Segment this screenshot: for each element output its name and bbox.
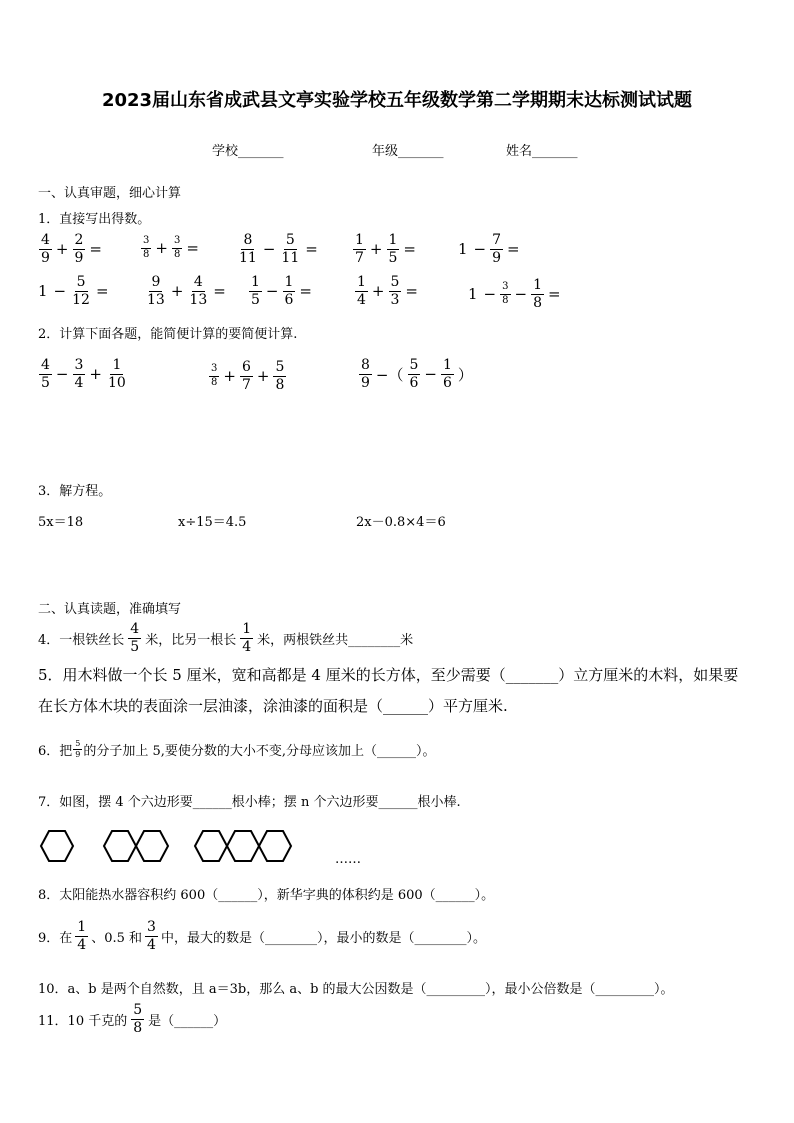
- q8: 8．太阳能热水器容积约 600（______），新华字典的体积约是 600（______）。: [38, 888, 495, 903]
- q1-item-5: 1 − $\frac{7}{9}$ =: [458, 232, 520, 266]
- fraction: $\frac{1}{6}$: [443, 357, 452, 391]
- section2-title: 二、认真读题，准确填写: [38, 602, 182, 617]
- q11: 11．10 千克的 $\frac{5}{8}$ 是（______）: [38, 1002, 227, 1036]
- fraction: $\frac{3}{8}$: [173, 235, 181, 260]
- fraction: $\frac{3}{8}$: [211, 363, 218, 388]
- hexagon-2b: [136, 831, 168, 861]
- section1-title: 一、认真审题，细心计算: [38, 186, 182, 201]
- fraction: $\frac{1}{7}$: [355, 232, 364, 266]
- q1-item-3: $\frac{8}{11}$ − $\frac{5}{11}$ =: [239, 232, 318, 266]
- q3-equation-3: 2x－0.8×4＝6: [356, 515, 446, 530]
- fraction: $\frac{5}{8}$: [275, 359, 285, 393]
- q3-equation-2: x÷15＝4.5: [178, 515, 247, 530]
- q1-item-1: $\frac{4}{9}$ + $\frac{2}{9}$ =: [41, 232, 102, 266]
- fraction: $\frac{6}{7}$: [241, 359, 251, 393]
- q6: 6．把 $\frac{5}{9}$ 的分子加上 5,要使分数的大小不变,分母应该加上（______）。: [38, 739, 436, 760]
- fraction: $\frac{4}{13}$: [189, 274, 208, 308]
- q3-label: 3．解方程。: [38, 484, 112, 499]
- q7-dots: ……: [335, 852, 361, 867]
- fraction: $\frac{5}{12}$: [72, 274, 90, 308]
- q5-line-1: 5．用木料做一个长 5 厘米，宽和高都是 4 厘米的长方体，至少需要（_______）立方厘米的木料，如果要: [38, 666, 739, 684]
- q2-expr-3: $\frac{8}{9}$ −（ $\frac{5}{6}$ − $\frac{1}{6}$ ）: [361, 357, 473, 391]
- fraction: $\frac{4}{5}$: [41, 357, 50, 391]
- fraction: $\frac{8}{11}$: [239, 232, 257, 266]
- q10: 10．a、b 是两个自然数，且 a＝3b，那么 a、b 的最大公因数是（_________），最小公倍数是（_________）。: [38, 982, 674, 997]
- hexagon-figures: [38, 826, 300, 866]
- q1-label: 1．直接写出得数。: [38, 212, 151, 227]
- fraction: $\frac{3}{8}$: [143, 235, 150, 260]
- hexagon-3a: [195, 831, 227, 861]
- fraction: $\frac{1}{5}$: [251, 274, 260, 308]
- fraction: $\frac{1}{4}$: [357, 274, 366, 308]
- hexagon-3c: [259, 831, 291, 861]
- school-field: 学校_______: [212, 144, 284, 159]
- fraction: $\frac{9}{13}$: [147, 274, 165, 308]
- hexagon-1: [41, 831, 73, 861]
- q5-line-2: 在长方体木块的表面涂一层油漆，涂油漆的面积是（______）平方厘米.: [38, 697, 508, 715]
- q1-item-10: 1 − $\frac{3}{8}$ − $\frac{1}{8}$ =: [468, 277, 561, 311]
- q1-item-7: $\frac{9}{13}$ + $\frac{4}{13}$ =: [147, 274, 226, 308]
- fraction: $\frac{4}{5}$: [130, 621, 140, 655]
- fraction: $\frac{1}{8}$: [533, 277, 542, 311]
- q9: 9．在 $\frac{1}{4}$ 、0.5 和 $\frac{3}{4}$ 中，最大的数是（________），最小的数是（________）。: [38, 919, 486, 953]
- fraction: $\frac{1}{4}$: [77, 919, 87, 953]
- fraction: $\frac{1}{4}$: [242, 621, 252, 655]
- fraction: $\frac{3}{8}$: [502, 281, 509, 306]
- q2-expr-2: $\frac{3}{8}$ + $\frac{6}{7}$ + $\frac{5}{8}$: [211, 359, 285, 393]
- q1-item-4: $\frac{1}{7}$ + $\frac{1}{5}$ =: [355, 232, 416, 266]
- fraction: $\frac{4}{9}$: [41, 232, 50, 266]
- page-title: 2023届山东省成武县文亭实验学校五年级数学第二学期期末达标测试试题: [101, 90, 693, 111]
- q1-item-6: 1 − $\frac{5}{12}$ =: [38, 274, 109, 308]
- q2-label: 2．计算下面各题，能简便计算的要简便计算.: [38, 327, 298, 342]
- fraction: $\frac{7}{9}$: [492, 232, 502, 266]
- fraction: $\frac{5}{8}$: [133, 1002, 143, 1036]
- grade-field: 年级_______: [372, 144, 444, 159]
- hexagon-3b: [227, 831, 259, 861]
- q1-item-8: $\frac{1}{5}$ − $\frac{1}{6}$ =: [251, 274, 312, 308]
- q1-item-2: $\frac{3}{8}$ + $\frac{3}{8}$ =: [143, 235, 199, 260]
- fraction: $\frac{3}{4}$: [147, 919, 156, 953]
- hexagon-2a: [104, 831, 136, 861]
- name-field: 姓名_______: [506, 144, 578, 159]
- fraction: $\frac{1}{10}$: [108, 357, 126, 391]
- fraction: $\frac{8}{9}$: [361, 357, 370, 391]
- q3-equation-1: 5x＝18: [38, 515, 84, 530]
- fraction: $\frac{3}{4}$: [74, 357, 84, 391]
- q2-expr-1: $\frac{4}{5}$ − $\frac{3}{4}$ + $\frac{1}{10}$: [41, 357, 126, 391]
- fraction: $\frac{5}{6}$: [409, 357, 419, 391]
- fraction: $\frac{1}{5}$: [388, 232, 398, 266]
- q1-item-9: $\frac{1}{4}$ + $\frac{5}{3}$ =: [357, 274, 418, 308]
- q7-text: 7．如图，摆 4 个六边形要______根小棒；摆 n 个六边形要______根小棒.: [38, 795, 461, 810]
- fraction: $\frac{2}{9}$: [74, 232, 84, 266]
- q4: 4．一根铁丝长 $\frac{4}{5}$ 米，比另一根长 $\frac{1}{4}$ 米，两根铁丝共________米: [38, 621, 414, 655]
- fraction: $\frac{5}{11}$: [281, 232, 300, 266]
- fraction: $\frac{5}{3}$: [390, 274, 400, 308]
- fraction: $\frac{5}{9}$: [75, 739, 81, 760]
- fraction: $\frac{1}{6}$: [284, 274, 294, 308]
